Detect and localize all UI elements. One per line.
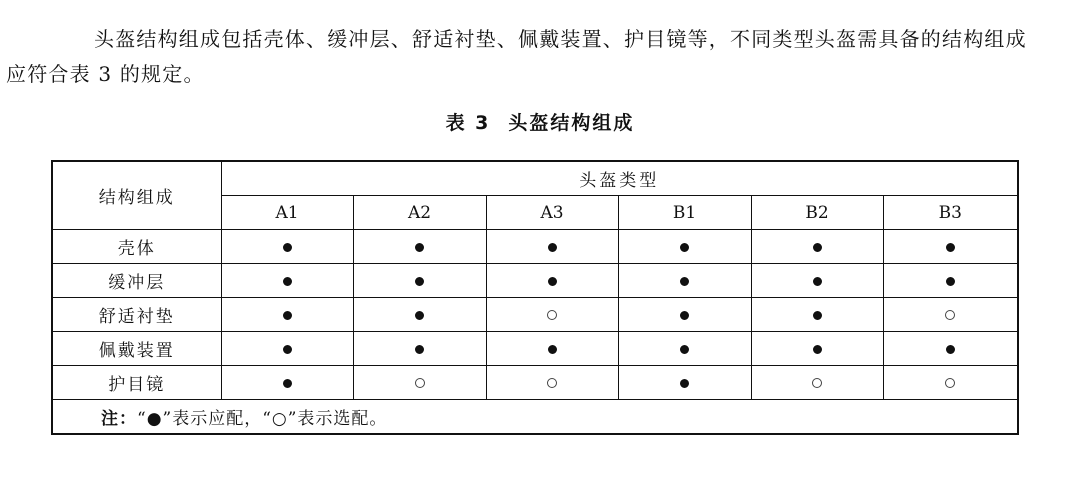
mark-cell: [221, 332, 353, 366]
table-caption-title: 头盔结构组成: [508, 112, 635, 134]
table-row: [52, 230, 1018, 264]
intro-paragraph: [6, 22, 1035, 92]
intro-paragraph-line1: 头盔结构组成包括壳体、缓冲层、舒适衬垫、佩戴装置、护目镜等，不同类型头盔需具备的结构组成: [94, 27, 1027, 51]
filled-circle-icon: [680, 277, 689, 286]
mark-cell: [883, 298, 1018, 332]
mark-cell: [486, 366, 618, 400]
row-header-cell: 结构组成: [52, 161, 221, 230]
filled-circle-icon: [548, 277, 557, 286]
column-header-a2: A2: [353, 196, 486, 230]
open-circle-icon: [547, 378, 557, 388]
filled-circle-icon: [548, 345, 557, 354]
mark-cell: [751, 264, 883, 298]
mark-cell: [486, 298, 618, 332]
filled-circle-icon: [813, 243, 822, 252]
mark-cell: [883, 332, 1018, 366]
mark-cell: [486, 264, 618, 298]
mark-cell: [883, 366, 1018, 400]
filled-circle-icon: [415, 311, 424, 320]
filled-circle-icon: [813, 345, 822, 354]
mark-cell: [751, 332, 883, 366]
column-header-a1: A1: [221, 196, 353, 230]
mark-cell: [221, 264, 353, 298]
filled-circle-icon: [680, 243, 689, 252]
row-label: 佩戴装置: [52, 332, 221, 366]
filled-circle-icon: [680, 311, 689, 320]
open-circle-icon: [945, 378, 955, 388]
table-body: [52, 230, 1018, 400]
column-header-b1: B1: [618, 196, 751, 230]
note-row: [52, 400, 1018, 435]
row-label: 壳体: [52, 230, 221, 264]
mark-cell: [883, 264, 1018, 298]
mark-cell: [353, 366, 486, 400]
mark-cell: [883, 230, 1018, 264]
mark-cell: [221, 366, 353, 400]
mark-cell: [618, 298, 751, 332]
mark-cell: [618, 264, 751, 298]
filled-circle-icon: [946, 277, 955, 286]
note-text: “●”表示应配，“○”表示选配。: [137, 409, 388, 429]
structure-table: [51, 160, 1019, 435]
filled-circle-icon: [283, 311, 292, 320]
mark-cell: [353, 264, 486, 298]
group-header-cell: 头盔类型: [221, 161, 1018, 196]
filled-circle-icon: [548, 243, 557, 252]
table-row: [52, 332, 1018, 366]
table-row: [52, 298, 1018, 332]
table-caption: [0, 108, 1080, 135]
mark-cell: [486, 332, 618, 366]
filled-circle-icon: [946, 243, 955, 252]
row-label: 舒适衬垫: [52, 298, 221, 332]
filled-circle-icon: [283, 379, 292, 388]
open-circle-icon: [415, 378, 425, 388]
mark-cell: [618, 230, 751, 264]
mark-cell: [751, 230, 883, 264]
table-caption-number: 表 3: [445, 112, 491, 134]
row-label: 缓冲层: [52, 264, 221, 298]
mark-cell: [221, 230, 353, 264]
mark-cell: [618, 332, 751, 366]
mark-cell: [751, 298, 883, 332]
table-row: [52, 264, 1018, 298]
column-header-a3: A3: [486, 196, 618, 230]
mark-cell: [751, 366, 883, 400]
open-circle-icon: [945, 310, 955, 320]
filled-circle-icon: [680, 345, 689, 354]
filled-circle-icon: [283, 345, 292, 354]
filled-circle-icon: [680, 379, 689, 388]
column-header-b2: B2: [751, 196, 883, 230]
filled-circle-icon: [283, 243, 292, 252]
mark-cell: [353, 298, 486, 332]
filled-circle-icon: [415, 345, 424, 354]
mark-cell: [618, 366, 751, 400]
intro-paragraph-line2: 应符合表 3 的规定。: [6, 62, 205, 86]
filled-circle-icon: [813, 311, 822, 320]
filled-circle-icon: [946, 345, 955, 354]
open-circle-icon: [812, 378, 822, 388]
row-label: 护目镜: [52, 366, 221, 400]
mark-cell: [353, 230, 486, 264]
filled-circle-icon: [813, 277, 822, 286]
note-cell: [52, 400, 1018, 435]
table-row: [52, 366, 1018, 400]
filled-circle-icon: [283, 277, 292, 286]
mark-cell: [221, 298, 353, 332]
mark-cell: [353, 332, 486, 366]
column-header-b3: B3: [883, 196, 1018, 230]
mark-cell: [486, 230, 618, 264]
note-label: 注：: [101, 409, 137, 429]
open-circle-icon: [547, 310, 557, 320]
filled-circle-icon: [415, 277, 424, 286]
filled-circle-icon: [415, 243, 424, 252]
